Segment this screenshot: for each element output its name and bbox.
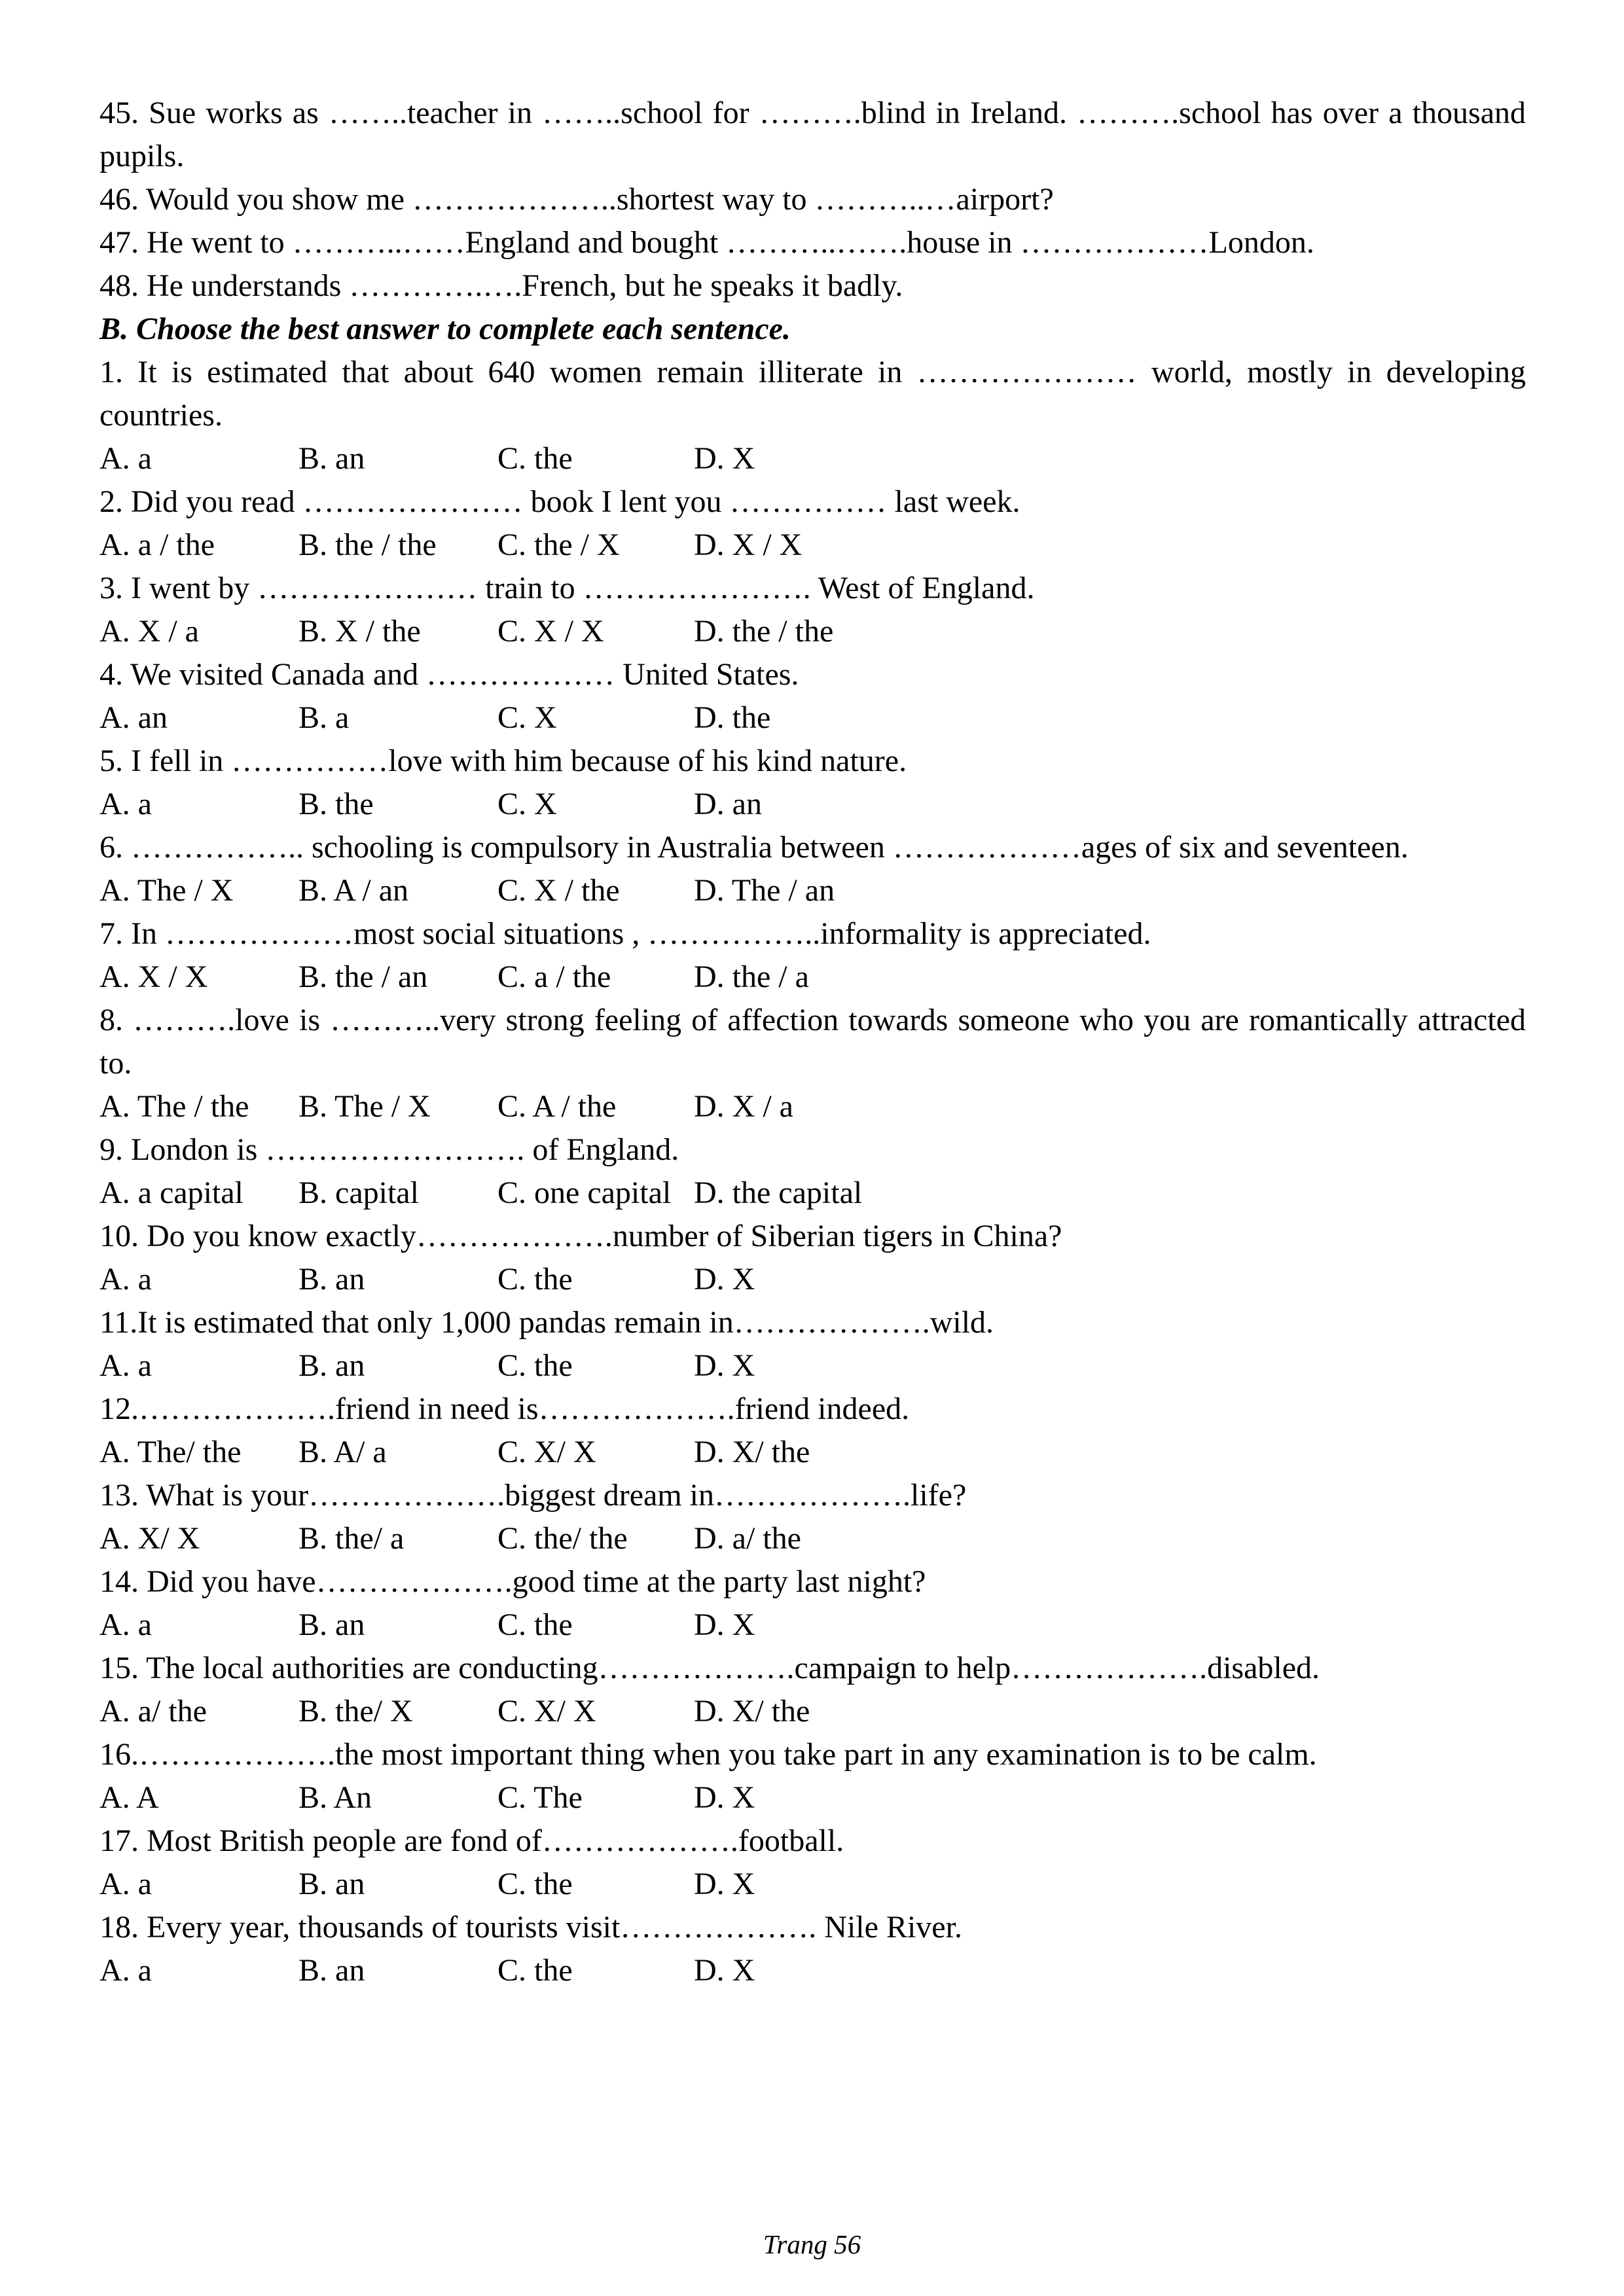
option-d: D. X / a — [694, 1089, 793, 1124]
question-text: 7. In ………………most social situations , ……………..informality is appreciated. — [99, 916, 1151, 951]
option-d: D. X/ the — [694, 1435, 810, 1469]
option-d: D. X — [694, 1262, 755, 1297]
question-text: 10. Do you know exactly……………….number of Siberian tigers in China? — [99, 1219, 1062, 1253]
question-text: 5. I fell in ……………love with him because of his kind nature. — [99, 744, 907, 778]
question-text: 12.……………….friend in need is……………….friend indeed. — [99, 1391, 910, 1426]
option-c: C. The — [497, 1780, 583, 1815]
option-a: A. a — [99, 1262, 152, 1297]
question-block — [99, 740, 1526, 826]
option-c: C. the — [497, 1953, 573, 1988]
intro-line: 45. Sue works as ……..teacher in ……..school for ……….blind in Ireland. ……….school has over a thousand pupils. — [99, 96, 1526, 173]
option-d: D. X — [694, 1607, 755, 1642]
question-block — [99, 912, 1526, 999]
options-row — [99, 1604, 1526, 1647]
question-block — [99, 1560, 1526, 1647]
option-c: C. X — [497, 787, 557, 821]
option-a: A. a — [99, 1348, 152, 1383]
question-block — [99, 351, 1526, 480]
option-d: D. X / X — [694, 528, 803, 562]
option-a: A. X / X — [99, 960, 208, 994]
question-text: 6. …………….. schooling is compulsory in Australia between ………………ages of six and seventeen. — [99, 830, 1409, 865]
option-b: B. an — [298, 1262, 365, 1297]
option-b: B. an — [298, 441, 365, 476]
question-text: 16.……………….the most important thing when you take part in any examination is to be calm. — [99, 1737, 1317, 1772]
question-block — [99, 1301, 1526, 1388]
options-row — [99, 1863, 1526, 1906]
option-a: A. a/ the — [99, 1694, 207, 1729]
option-a: A. a — [99, 787, 152, 821]
option-b: B. the / an — [298, 960, 428, 994]
option-b: B. the/ X — [298, 1694, 413, 1729]
intro-line: 48. He understands ………….….French, but he speaks it badly. — [99, 268, 903, 303]
options-row — [99, 610, 1526, 653]
option-c: C. the — [497, 441, 573, 476]
question-text: 17. Most British people are fond of……………….football. — [99, 1823, 844, 1858]
options-row — [99, 696, 1526, 740]
option-b: B. X / the — [298, 614, 421, 649]
question-text: 4. We visited Canada and ……………… United States. — [99, 657, 799, 692]
option-c: C. X/ X — [497, 1694, 596, 1729]
options-row — [99, 1431, 1526, 1474]
question-block — [99, 1388, 1526, 1474]
page-footer: Trang 56 — [763, 2229, 861, 2259]
option-b: B. an — [298, 1867, 365, 1901]
options-row — [99, 1085, 1526, 1128]
option-c: C. X/ X — [497, 1435, 596, 1469]
options-row — [99, 1517, 1526, 1560]
option-a: A. The / X — [99, 873, 234, 908]
options-row — [99, 1344, 1526, 1388]
question-text: 13. What is your……………….biggest dream in……………….life? — [99, 1478, 967, 1513]
option-d: D. an — [694, 787, 762, 821]
question-block — [99, 1474, 1526, 1560]
question-text: 11.It is estimated that only 1,000 pandas remain in……………….wild. — [99, 1305, 994, 1340]
option-d: D. a/ the — [694, 1521, 801, 1556]
option-b: B. The / X — [298, 1089, 431, 1124]
question-text: 15. The local authorities are conducting……………….campaign to help……………….disabled. — [99, 1651, 1320, 1685]
option-b: B. an — [298, 1348, 365, 1383]
option-d: D. X — [694, 1780, 755, 1815]
options-row — [99, 1258, 1526, 1301]
question-block — [99, 1733, 1526, 1820]
option-d: D. the / the — [694, 614, 834, 649]
question-block — [99, 1906, 1526, 1992]
option-a: A. a — [99, 1607, 152, 1642]
option-b: B. the — [298, 787, 374, 821]
intro-lines — [99, 92, 1526, 308]
question-block — [99, 567, 1526, 653]
option-c: C. X / the — [497, 873, 620, 908]
option-d: D. the / a — [694, 960, 809, 994]
question-text: 14. Did you have……………….good time at the party last night? — [99, 1564, 926, 1599]
option-a: A. a — [99, 1953, 152, 1988]
option-b: B. capital — [298, 1175, 419, 1210]
question-block — [99, 999, 1526, 1128]
option-c: C. X — [497, 700, 557, 735]
question-block — [99, 1647, 1526, 1733]
question-block — [99, 1128, 1526, 1215]
option-a: A. The / the — [99, 1089, 249, 1124]
option-b: B. A/ a — [298, 1435, 387, 1469]
option-d: D. X/ the — [694, 1694, 810, 1729]
option-a: A. A — [99, 1780, 159, 1815]
options-row — [99, 956, 1526, 999]
option-b: B. A / an — [298, 873, 409, 908]
option-c: C. X / X — [497, 614, 604, 649]
question-text: 9. London is ……………………. of England. — [99, 1132, 679, 1167]
options-row — [99, 1949, 1526, 1992]
option-a: A. a / the — [99, 528, 215, 562]
option-d: D. the capital — [694, 1175, 863, 1210]
option-b: B. the / the — [298, 528, 437, 562]
question-text: 2. Did you read ………………… book I lent you …………… last week. — [99, 484, 1020, 519]
question-block — [99, 480, 1526, 567]
option-a: A. a capital — [99, 1175, 244, 1210]
option-c: C. a / the — [497, 960, 611, 994]
option-c: C. the / X — [497, 528, 620, 562]
options-row — [99, 1172, 1526, 1215]
question-block — [99, 1820, 1526, 1906]
option-b: B. an — [298, 1953, 365, 1988]
questions-list — [99, 351, 1526, 1992]
document-page — [99, 92, 1526, 1992]
options-row — [99, 783, 1526, 826]
option-d: D. X — [694, 1953, 755, 1988]
options-row — [99, 869, 1526, 912]
option-c: C. the — [497, 1607, 573, 1642]
option-d: D. The / an — [694, 873, 835, 908]
option-d: D. the — [694, 700, 771, 735]
option-a: A. a — [99, 441, 152, 476]
question-text: 18. Every year, thousands of tourists visit………………. Nile River. — [99, 1910, 962, 1945]
question-block — [99, 826, 1526, 912]
question-block — [99, 1215, 1526, 1301]
intro-line: 47. He went to ………..……England and bought ………..…….house in ………………London. — [99, 225, 1314, 260]
option-c: C. the — [497, 1867, 573, 1901]
option-b: B. an — [298, 1607, 365, 1642]
option-b: B. the/ a — [298, 1521, 405, 1556]
option-c: C. the — [497, 1348, 573, 1383]
option-a: A. X/ X — [99, 1521, 200, 1556]
options-row — [99, 1690, 1526, 1733]
question-text: 1. It is estimated that about 640 women remain illiterate in ………………… world, mostly in developing countries. — [99, 355, 1526, 433]
option-d: D. X — [694, 1348, 755, 1383]
option-d: D. X — [694, 1867, 755, 1901]
question-text: 8. ……….love is ………..very strong feeling of affection towards someone who you are romantically attracted to. — [99, 1003, 1526, 1081]
question-block — [99, 653, 1526, 740]
option-b: B. a — [298, 700, 350, 735]
option-a: A. The/ the — [99, 1435, 242, 1469]
options-row — [99, 437, 1526, 480]
option-d: D. X — [694, 441, 755, 476]
section-b-heading: B. Choose the best answer to complete each sentence. — [99, 312, 791, 346]
option-a: A. X / a — [99, 614, 199, 649]
option-c: C. the/ the — [497, 1521, 628, 1556]
intro-line: 46. Would you show me ………………..shortest way to ………..…airport? — [99, 182, 1054, 217]
options-row — [99, 1776, 1526, 1820]
option-a: A. a — [99, 1867, 152, 1901]
options-row — [99, 524, 1526, 567]
option-c: C. A / the — [497, 1089, 617, 1124]
option-a: A. an — [99, 700, 168, 735]
option-b: B. An — [298, 1780, 372, 1815]
option-c: C. the — [497, 1262, 573, 1297]
question-text: 3. I went by ………………… train to …………………. West of England. — [99, 571, 1035, 605]
option-c: C. one capital — [497, 1175, 672, 1210]
